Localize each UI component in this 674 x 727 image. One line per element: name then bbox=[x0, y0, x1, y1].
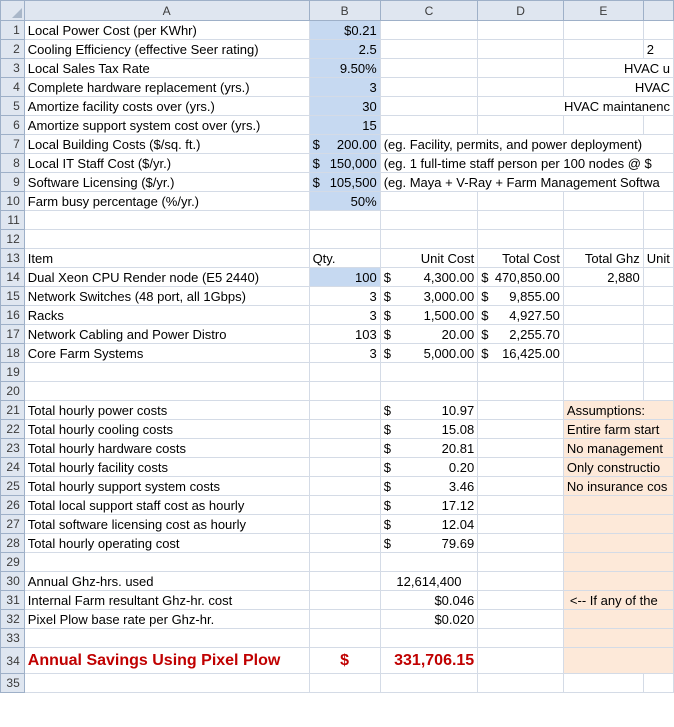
cell[interactable] bbox=[309, 477, 380, 496]
currency-symbol: $ bbox=[383, 345, 391, 361]
cell[interactable]: Total hourly hardware costs bbox=[24, 439, 309, 458]
cell-value: 3,000.00 bbox=[423, 288, 475, 304]
cell[interactable] bbox=[380, 21, 478, 40]
assumptions-note[interactable]: Only constructio bbox=[563, 458, 673, 477]
cell-value: 150,000 bbox=[329, 155, 377, 171]
cell[interactable] bbox=[380, 116, 478, 135]
column-header-d[interactable]: D bbox=[478, 1, 564, 21]
cell[interactable] bbox=[380, 515, 478, 534]
cell[interactable]: 2 bbox=[643, 40, 673, 59]
cell[interactable]: 12,614,400 bbox=[380, 572, 478, 591]
column-label[interactable]: Item bbox=[24, 249, 309, 268]
row-header[interactable]: 14 bbox=[1, 268, 25, 287]
currency-symbol: $ bbox=[383, 535, 391, 551]
cell[interactable] bbox=[478, 591, 564, 610]
cell[interactable] bbox=[380, 382, 478, 401]
cell[interactable] bbox=[24, 382, 309, 401]
cell[interactable]: Network Switches (48 port, all 1Gbps) bbox=[24, 287, 309, 306]
cell[interactable]: Farm busy percentage (%/yr.) bbox=[24, 192, 309, 211]
cell-value: 0.20 bbox=[448, 459, 475, 475]
cell[interactable] bbox=[478, 287, 564, 306]
select-all-corner[interactable] bbox=[1, 1, 25, 21]
cell[interactable] bbox=[24, 553, 309, 572]
currency-symbol: $ bbox=[312, 155, 320, 171]
cell-value: 20.00 bbox=[441, 326, 475, 342]
cell[interactable] bbox=[478, 306, 564, 325]
cell[interactable] bbox=[478, 344, 564, 363]
cell[interactable] bbox=[309, 572, 380, 591]
annual-savings-value[interactable]: 331,706.15 bbox=[380, 648, 478, 674]
cell[interactable] bbox=[478, 420, 564, 439]
currency-symbol: $ bbox=[312, 136, 320, 152]
cell[interactable] bbox=[643, 230, 673, 249]
cell[interactable] bbox=[643, 287, 673, 306]
input-cell[interactable]: 9.50% bbox=[309, 59, 380, 78]
row-header[interactable]: 35 bbox=[1, 674, 25, 693]
cell[interactable] bbox=[643, 211, 673, 230]
cell-value: 200.00 bbox=[336, 136, 377, 152]
cell[interactable]: Total software licensing cost as hourly bbox=[24, 515, 309, 534]
assumptions-note[interactable] bbox=[563, 572, 673, 591]
cell[interactable] bbox=[643, 344, 673, 363]
currency-symbol: $ bbox=[383, 307, 391, 323]
cell[interactable] bbox=[478, 572, 564, 591]
row-header[interactable]: 24 bbox=[1, 458, 25, 477]
cell[interactable]: $0.020 bbox=[380, 610, 478, 629]
row-header[interactable]: 8 bbox=[1, 154, 25, 173]
row-header[interactable]: 27 bbox=[1, 515, 25, 534]
row-header[interactable]: 10 bbox=[1, 192, 25, 211]
cell[interactable]: HVAC u bbox=[563, 59, 673, 78]
cell[interactable] bbox=[380, 401, 478, 420]
cell[interactable]: Amortize facility costs over (yrs.) bbox=[24, 97, 309, 116]
currency-symbol: $ bbox=[481, 307, 489, 323]
currency-symbol: $ bbox=[383, 440, 391, 456]
cell[interactable] bbox=[24, 211, 309, 230]
cell-value: 12.04 bbox=[441, 516, 475, 532]
cell[interactable] bbox=[309, 439, 380, 458]
row-header[interactable]: 11 bbox=[1, 211, 25, 230]
cell[interactable]: Racks bbox=[24, 306, 309, 325]
cell[interactable] bbox=[24, 230, 309, 249]
cell[interactable] bbox=[309, 230, 380, 249]
cell-value: 20.81 bbox=[441, 440, 475, 456]
cell[interactable] bbox=[24, 674, 309, 693]
cell[interactable] bbox=[478, 59, 564, 78]
input-cell[interactable]: 50% bbox=[309, 192, 380, 211]
assumptions-note[interactable] bbox=[563, 534, 673, 553]
cell[interactable]: Network Cabling and Power Distro bbox=[24, 325, 309, 344]
row-header[interactable]: 25 bbox=[1, 477, 25, 496]
cell[interactable] bbox=[643, 382, 673, 401]
cell[interactable] bbox=[478, 268, 564, 287]
cell[interactable] bbox=[380, 458, 478, 477]
cell[interactable] bbox=[478, 610, 564, 629]
cell[interactable]: Amortize support system cost over (yrs.) bbox=[24, 116, 309, 135]
row-header[interactable]: 16 bbox=[1, 306, 25, 325]
cell[interactable] bbox=[478, 40, 564, 59]
cell[interactable]: 3 bbox=[309, 306, 380, 325]
currency-symbol: $ bbox=[481, 345, 489, 361]
row-header[interactable]: 19 bbox=[1, 363, 25, 382]
cell[interactable] bbox=[380, 629, 478, 648]
row-header[interactable]: 32 bbox=[1, 610, 25, 629]
cell[interactable]: (eg. Facility, permits, and power deployment) bbox=[380, 135, 673, 154]
cell[interactable]: 3 bbox=[309, 287, 380, 306]
cell[interactable] bbox=[24, 363, 309, 382]
assumptions-note[interactable] bbox=[563, 610, 673, 629]
column-header-a[interactable]: A bbox=[24, 1, 309, 21]
column-label[interactable]: Total Ghz bbox=[563, 249, 643, 268]
assumptions-note[interactable]: <-- If any of the bbox=[563, 591, 673, 610]
cell-value: 1,500.00 bbox=[423, 307, 475, 323]
assumptions-note[interactable] bbox=[563, 648, 673, 674]
assumptions-note[interactable] bbox=[563, 553, 673, 572]
cell[interactable] bbox=[309, 420, 380, 439]
cell[interactable] bbox=[380, 211, 478, 230]
cell[interactable]: (eg. 1 full-time staff person per 100 nodes @ $ bbox=[380, 154, 673, 173]
cell[interactable]: Complete hardware replacement (yrs.) bbox=[24, 78, 309, 97]
row-header[interactable]: 3 bbox=[1, 59, 25, 78]
cell[interactable] bbox=[478, 325, 564, 344]
cell[interactable] bbox=[478, 192, 564, 211]
cell[interactable] bbox=[643, 363, 673, 382]
currency-symbol: $ bbox=[481, 288, 489, 304]
cell[interactable] bbox=[643, 674, 673, 693]
input-cell[interactable]: $0.21 bbox=[309, 21, 380, 40]
assumptions-note[interactable]: Assumptions: bbox=[563, 401, 673, 420]
annual-savings-label[interactable]: Annual Savings Using Pixel Plow bbox=[24, 648, 309, 674]
cell[interactable] bbox=[478, 648, 564, 674]
cell[interactable] bbox=[563, 40, 643, 59]
cell[interactable] bbox=[380, 306, 478, 325]
cell[interactable] bbox=[563, 344, 643, 363]
currency-symbol: $ bbox=[383, 288, 391, 304]
row-header[interactable]: 17 bbox=[1, 325, 25, 344]
cell-value: 4,300.00 bbox=[423, 269, 475, 285]
cell[interactable] bbox=[309, 591, 380, 610]
annual-savings-currency[interactable]: $ bbox=[309, 648, 380, 674]
cell[interactable]: Total hourly support system costs bbox=[24, 477, 309, 496]
cell[interactable]: HVAC bbox=[563, 78, 673, 97]
cell-value: 4,927.50 bbox=[509, 307, 560, 323]
cell[interactable] bbox=[563, 382, 643, 401]
cell[interactable] bbox=[478, 382, 564, 401]
input-cell[interactable] bbox=[309, 135, 380, 154]
cell[interactable] bbox=[380, 287, 478, 306]
cell[interactable] bbox=[309, 553, 380, 572]
cell[interactable]: Total hourly facility costs bbox=[24, 458, 309, 477]
cell[interactable] bbox=[643, 306, 673, 325]
cell[interactable] bbox=[563, 21, 643, 40]
row-header[interactable]: 4 bbox=[1, 78, 25, 97]
row-header[interactable]: 33 bbox=[1, 629, 25, 648]
cell[interactable]: 3 bbox=[309, 344, 380, 363]
assumptions-note[interactable] bbox=[563, 629, 673, 648]
cell[interactable]: Pixel Plow base rate per Ghz-hr. bbox=[24, 610, 309, 629]
row-header[interactable]: 29 bbox=[1, 553, 25, 572]
cell[interactable]: Dual Xeon CPU Render node (E5 2440) bbox=[24, 268, 309, 287]
cell[interactable]: Software Licensing ($/yr.) bbox=[24, 173, 309, 192]
input-cell[interactable]: 15 bbox=[309, 116, 380, 135]
cell[interactable] bbox=[309, 610, 380, 629]
cell[interactable] bbox=[643, 325, 673, 344]
cell[interactable] bbox=[478, 116, 564, 135]
cell[interactable] bbox=[563, 116, 643, 135]
row-header[interactable]: 9 bbox=[1, 173, 25, 192]
cell[interactable] bbox=[380, 78, 478, 97]
cell[interactable]: 103 bbox=[309, 325, 380, 344]
cell[interactable] bbox=[478, 439, 564, 458]
cell[interactable] bbox=[380, 40, 478, 59]
currency-symbol: $ bbox=[383, 459, 391, 475]
row-header[interactable]: 26 bbox=[1, 496, 25, 515]
cell[interactable] bbox=[24, 629, 309, 648]
cell[interactable]: Cooling Efficiency (effective Seer rating) bbox=[24, 40, 309, 59]
row-header[interactable]: 5 bbox=[1, 97, 25, 116]
cell-value: 17.12 bbox=[441, 497, 475, 513]
cell[interactable] bbox=[478, 629, 564, 648]
cell[interactable]: (eg. Maya + V-Ray + Farm Management Softwa bbox=[380, 173, 673, 192]
cell[interactable] bbox=[380, 553, 478, 572]
cell[interactable] bbox=[563, 192, 643, 211]
cell-value: 15.08 bbox=[441, 421, 475, 437]
column-label[interactable]: Qty. bbox=[309, 249, 380, 268]
assumptions-note[interactable] bbox=[563, 515, 673, 534]
cell[interactable] bbox=[478, 515, 564, 534]
cell[interactable] bbox=[309, 496, 380, 515]
cell[interactable] bbox=[478, 211, 564, 230]
cell[interactable]: HVAC maintanenc bbox=[478, 97, 674, 116]
cell-value: 2,255.70 bbox=[509, 326, 560, 342]
input-cell[interactable]: 30 bbox=[309, 97, 380, 116]
cell[interactable]: Total hourly cooling costs bbox=[24, 420, 309, 439]
cell[interactable] bbox=[380, 363, 478, 382]
cell-value: 470,850.00 bbox=[494, 269, 560, 285]
currency-symbol: $ bbox=[383, 269, 391, 285]
input-cell[interactable] bbox=[309, 173, 380, 192]
assumptions-note[interactable]: No insurance cos bbox=[563, 477, 673, 496]
cell[interactable] bbox=[643, 116, 673, 135]
cell[interactable] bbox=[309, 629, 380, 648]
assumptions-note[interactable]: No management bbox=[563, 439, 673, 458]
cell[interactable] bbox=[380, 344, 478, 363]
column-label[interactable]: Unit bbox=[643, 249, 673, 268]
cell[interactable] bbox=[478, 230, 564, 249]
column-label[interactable]: Total Cost bbox=[478, 249, 564, 268]
cell[interactable] bbox=[380, 496, 478, 515]
assumptions-note[interactable] bbox=[563, 496, 673, 515]
cell[interactable] bbox=[380, 59, 478, 78]
row-header[interactable]: 22 bbox=[1, 420, 25, 439]
cell[interactable]: 2,880 bbox=[563, 268, 643, 287]
column-header-c[interactable]: C bbox=[380, 1, 478, 21]
cell[interactable]: Core Farm Systems bbox=[24, 344, 309, 363]
cell[interactable] bbox=[380, 97, 478, 116]
cell[interactable] bbox=[309, 382, 380, 401]
row-header[interactable]: 20 bbox=[1, 382, 25, 401]
cell[interactable] bbox=[563, 363, 643, 382]
cell[interactable]: Total local support staff cost as hourly bbox=[24, 496, 309, 515]
currency-symbol: $ bbox=[383, 326, 391, 342]
cell[interactable] bbox=[380, 439, 478, 458]
cell-value: 9,855.00 bbox=[509, 288, 560, 304]
cell[interactable] bbox=[380, 534, 478, 553]
cell[interactable] bbox=[380, 192, 478, 211]
cell[interactable] bbox=[309, 534, 380, 553]
row-header[interactable]: 12 bbox=[1, 230, 25, 249]
cell[interactable] bbox=[563, 287, 643, 306]
cell-value: 16,425.00 bbox=[502, 345, 560, 361]
column-header-e[interactable]: E bbox=[563, 1, 643, 21]
cell[interactable] bbox=[380, 674, 478, 693]
cell[interactable] bbox=[563, 306, 643, 325]
input-cell[interactable]: 2.5 bbox=[309, 40, 380, 59]
cell[interactable] bbox=[380, 477, 478, 496]
currency-symbol: $ bbox=[383, 516, 391, 532]
row-header[interactable]: 30 bbox=[1, 572, 25, 591]
cell[interactable] bbox=[478, 21, 564, 40]
currency-symbol: $ bbox=[383, 497, 391, 513]
cell-value: 3.46 bbox=[448, 478, 475, 494]
cell[interactable] bbox=[309, 401, 380, 420]
cell[interactable] bbox=[309, 211, 380, 230]
row-header[interactable]: 31 bbox=[1, 591, 25, 610]
cell[interactable] bbox=[478, 477, 564, 496]
cell[interactable]: Local Sales Tax Rate bbox=[24, 59, 309, 78]
cell[interactable] bbox=[478, 553, 564, 572]
cell[interactable] bbox=[380, 420, 478, 439]
cell[interactable] bbox=[478, 401, 564, 420]
cell[interactable]: Local Building Costs ($/sq. ft.) bbox=[24, 135, 309, 154]
cell[interactable] bbox=[563, 325, 643, 344]
cell[interactable] bbox=[643, 21, 673, 40]
cell[interactable] bbox=[478, 674, 564, 693]
cell[interactable] bbox=[478, 363, 564, 382]
cell[interactable] bbox=[478, 496, 564, 515]
cell[interactable]: Internal Farm resultant Ghz-hr. cost bbox=[24, 591, 309, 610]
row-header[interactable]: 34 bbox=[1, 648, 25, 674]
cell[interactable] bbox=[478, 534, 564, 553]
cell[interactable] bbox=[380, 325, 478, 344]
cell[interactable]: Total hourly operating cost bbox=[24, 534, 309, 553]
column-header-f[interactable] bbox=[643, 1, 673, 21]
cell-value: 5,000.00 bbox=[423, 345, 475, 361]
cell-value: 79.69 bbox=[441, 535, 475, 551]
cell[interactable] bbox=[643, 268, 673, 287]
column-label[interactable]: Unit Cost bbox=[380, 249, 478, 268]
row-header[interactable]: 1 bbox=[1, 21, 25, 40]
column-header-b[interactable]: B bbox=[309, 1, 380, 21]
currency-symbol: $ bbox=[481, 326, 489, 342]
cell[interactable] bbox=[309, 458, 380, 477]
row-header[interactable]: 18 bbox=[1, 344, 25, 363]
currency-symbol: $ bbox=[481, 269, 489, 285]
cell[interactable]: $0.046 bbox=[380, 591, 478, 610]
row-header[interactable]: 13 bbox=[1, 249, 25, 268]
cell[interactable] bbox=[563, 211, 643, 230]
cell-value: 10.97 bbox=[441, 402, 475, 418]
cell[interactable] bbox=[380, 230, 478, 249]
cell-value: 105,500 bbox=[329, 174, 377, 190]
cell[interactable] bbox=[478, 78, 564, 97]
cell[interactable] bbox=[478, 458, 564, 477]
row-header[interactable]: 21 bbox=[1, 401, 25, 420]
cell[interactable] bbox=[309, 674, 380, 693]
row-header[interactable]: 7 bbox=[1, 135, 25, 154]
cell[interactable] bbox=[563, 230, 643, 249]
cell[interactable] bbox=[309, 515, 380, 534]
cell[interactable] bbox=[380, 268, 478, 287]
cell[interactable] bbox=[309, 363, 380, 382]
cell[interactable]: Local Power Cost (per KWhr) bbox=[24, 21, 309, 40]
cell[interactable]: Annual Ghz-hrs. used bbox=[24, 572, 309, 591]
row-header[interactable]: 23 bbox=[1, 439, 25, 458]
row-header[interactable]: 28 bbox=[1, 534, 25, 553]
row-header[interactable]: 15 bbox=[1, 287, 25, 306]
currency-symbol: $ bbox=[312, 174, 320, 190]
input-cell[interactable]: 3 bbox=[309, 78, 380, 97]
cell[interactable] bbox=[563, 674, 643, 693]
currency-symbol: $ bbox=[383, 478, 391, 494]
row-header[interactable]: 6 bbox=[1, 116, 25, 135]
cell[interactable] bbox=[643, 192, 673, 211]
assumptions-note[interactable]: Entire farm start bbox=[563, 420, 673, 439]
input-cell[interactable] bbox=[309, 154, 380, 173]
cell[interactable]: Local IT Staff Cost ($/yr.) bbox=[24, 154, 309, 173]
row-header[interactable]: 2 bbox=[1, 40, 25, 59]
cell[interactable]: Total hourly power costs bbox=[24, 401, 309, 420]
currency-symbol: $ bbox=[383, 402, 391, 418]
input-cell[interactable]: 100 bbox=[309, 268, 380, 287]
currency-symbol: $ bbox=[383, 421, 391, 437]
